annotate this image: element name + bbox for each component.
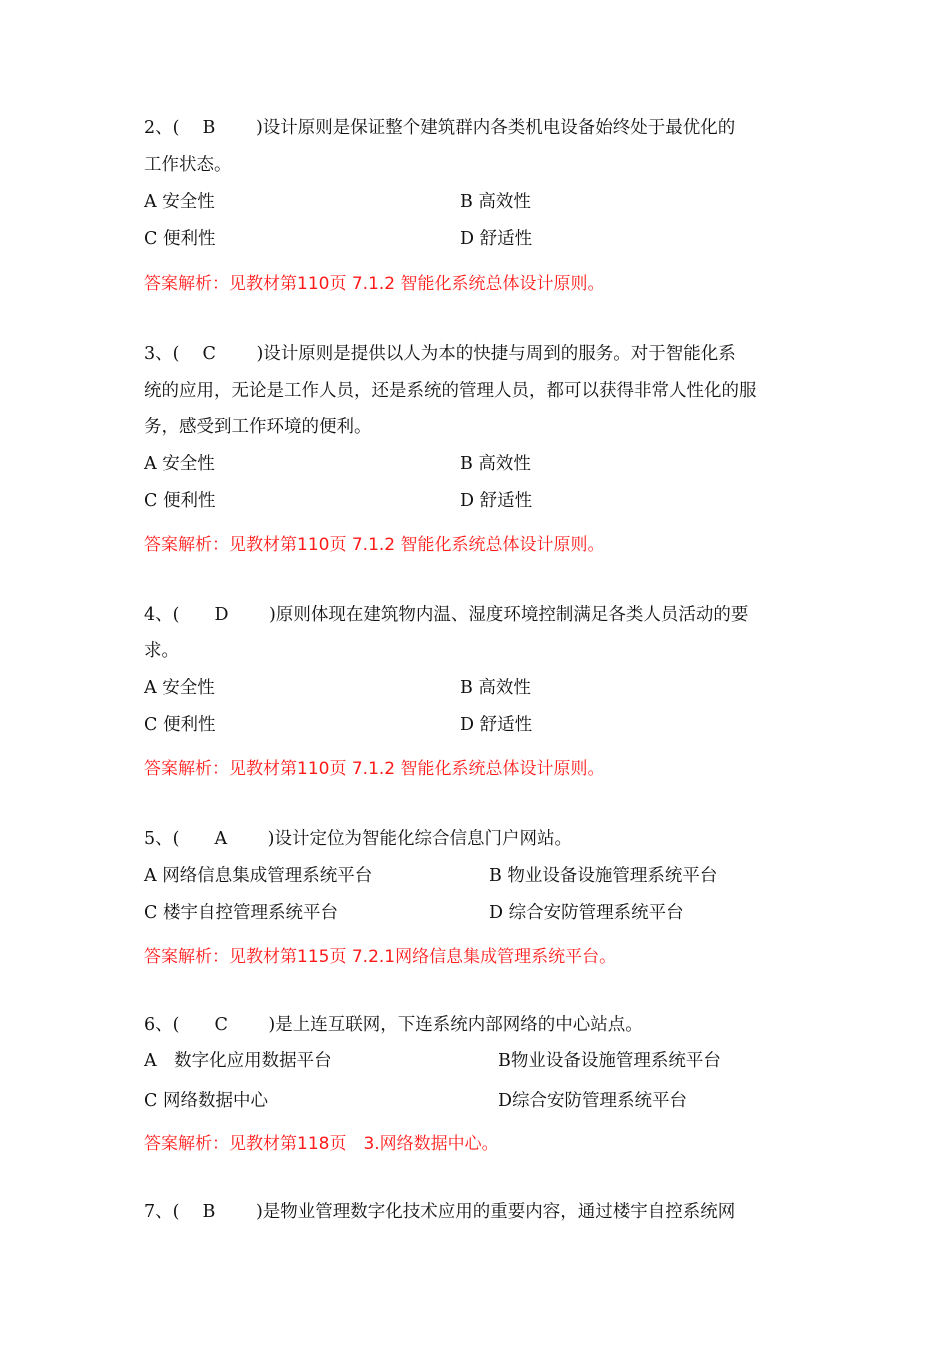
question-6-line-1: 6、( C )是上连互联网，下连系统内部网络的中心站点。 (144, 1015, 643, 1035)
question-3-answer: 答案解析：见教材第110页 7.1.2 智能化系统总体设计原则。 (144, 535, 605, 555)
question-3-option-c: C 便利性 (144, 491, 216, 511)
question-5-line-1: 5、( A )设计定位为智能化综合信息门户网站。 (144, 829, 572, 849)
question-4-option-a: A 安全性 (144, 678, 215, 698)
question-3-line-1: 3、( C )设计原则是提供以人为本的快捷与周到的服务。对于智能化系 (144, 344, 736, 364)
question-2-option-d: D 舒适性 (460, 229, 533, 249)
question-5-option-b: B 物业设备设施管理系统平台 (489, 866, 718, 886)
question-5-option-c: C 楼宇自控管理系统平台 (144, 903, 338, 923)
question-6-answer: 答案解析：见教材第118页 3.网络数据中心。 (144, 1134, 499, 1154)
question-5-option-a: A 网络信息集成管理系统平台 (144, 866, 373, 886)
question-4-option-b: B 高效性 (460, 678, 531, 698)
question-6-option-c: C 网络数据中心 (144, 1091, 268, 1111)
question-3-option-d: D 舒适性 (460, 491, 533, 511)
question-5-answer: 答案解析：见教材第115页 7.2.1网络信息集成管理系统平台。 (144, 947, 617, 967)
question-4-answer: 答案解析：见教材第110页 7.1.2 智能化系统总体设计原则。 (144, 759, 605, 779)
question-4-option-d: D 舒适性 (460, 715, 533, 735)
question-3-line-2: 统的应用，无论是工作人员，还是系统的管理人员，都可以获得非常人性化的服 (144, 381, 757, 401)
question-2-answer: 答案解析：见教材第110页 7.1.2 智能化系统总体设计原则。 (144, 274, 605, 294)
question-6-option-d: D综合安防管理系统平台 (498, 1091, 688, 1111)
question-2-line-2: 工作状态。 (144, 155, 232, 175)
question-4-line-2: 求。 (144, 641, 179, 661)
question-6-option-b: B物业设备设施管理系统平台 (498, 1051, 721, 1071)
question-7-line-1: 7、( B )是物业管理数字化技术应用的重要内容，通过楼宇自控系统网 (144, 1202, 736, 1222)
question-5-option-d: D 综合安防管理系统平台 (489, 903, 684, 923)
question-4-option-c: C 便利性 (144, 715, 216, 735)
question-3-option-a: A 安全性 (144, 454, 215, 474)
question-2-option-a: A 安全性 (144, 192, 215, 212)
question-2-line-1: 2、( B )设计原则是保证整个建筑群内各类机电设备始终处于最优化的 (144, 118, 736, 138)
question-6-option-a: A 数字化应用数据平台 (144, 1051, 332, 1071)
question-2-option-b: B 高效性 (460, 192, 531, 212)
question-3-line-3: 务，感受到工作环境的便利。 (144, 417, 372, 437)
question-2-option-c: C 便利性 (144, 229, 216, 249)
question-4-line-1: 4、( D )原则体现在建筑物内温、湿度环境控制满足各类人员活动的要 (144, 605, 749, 625)
question-3-option-b: B 高效性 (460, 454, 531, 474)
